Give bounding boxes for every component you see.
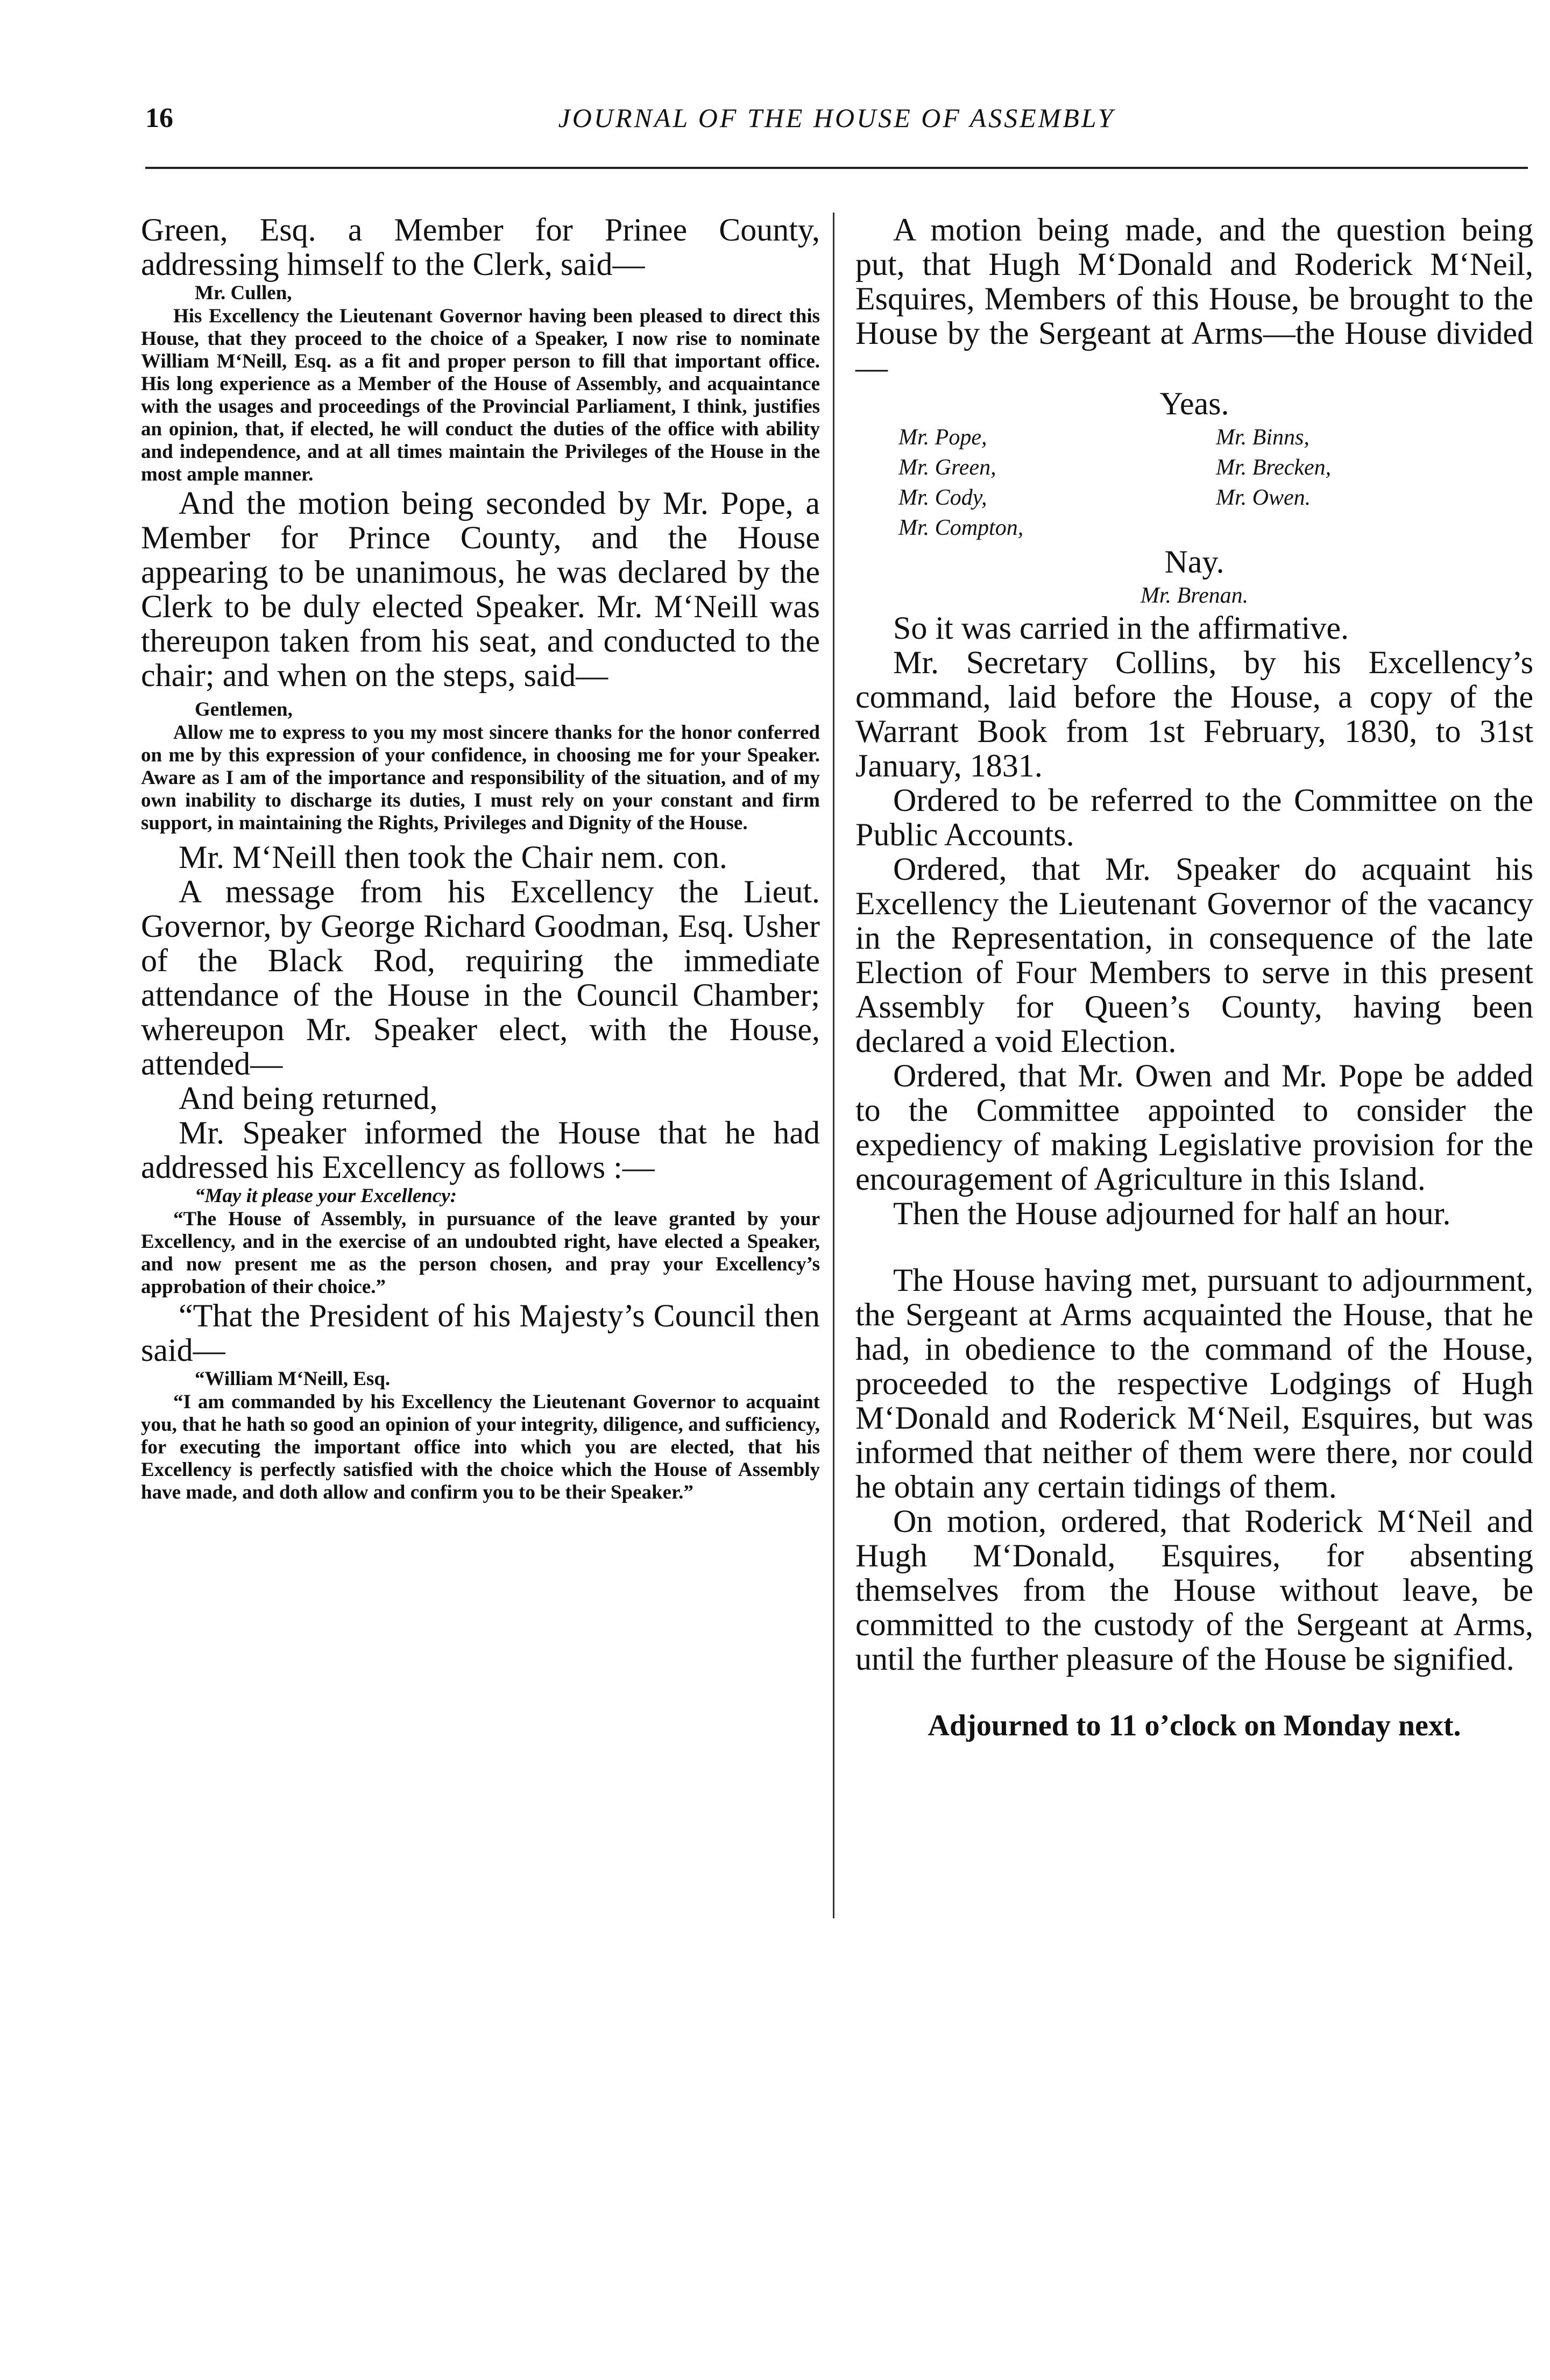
paragraph: Ordered, that Mr. Owen and Mr. Pope be added to the Committee appointed to consider the expediency of making Legislative provision for the encouragement of Agriculture in this Island. — [855, 1058, 1533, 1197]
reply-quote: “I am commanded by his Excellency the Lieutenant Governor to acquaint you, that he hath so good an opinion of your integrity, diligence, and sufficiency, for executing the important office into which you are elected, that his Excellency is perfectly satisfied with the choice which the House of Assembly have made, and doth allow and confirm you to be their Speaker.” — [141, 1391, 820, 1503]
header-rule — [145, 167, 1528, 169]
vote-name: Mr. Binns, — [1216, 425, 1310, 450]
paragraph: And being returned, — [179, 1080, 438, 1116]
address-quote: “The House of Assembly, in pursuance of the leave granted by your Excellency, and in the exercise of an undoubted right, have elected a Speaker, and now present me as the person chosen, and pray your Excellency’s approbation of their choice.” — [141, 1208, 820, 1298]
paragraph: The House having met, pursuant to adjournment, the Sergeant at Arms acquainted the House, that he had, in obedience to the command of the House, proceeded to the respective Lodgings of Hugh M‘Donald and Roderick M‘Neil, Esquires, but was informed that neither of them were there, nor could he obtain any certain tidings of them. — [855, 1262, 1533, 1505]
paragraph: “That the President of his Majesty’s Council then said— — [141, 1298, 820, 1368]
adjournment-line: Adjourned to 11 o’clock on Monday next. — [928, 1709, 1461, 1742]
paragraph: Green, Esq. a Member for Prinee County, addressing himself to the Clerk, said— — [141, 212, 820, 282]
paragraph: And the motion being seconded by Mr. Pope, a Member for Prince County, and the House appearing to be unanimous, he was declared by the Clerk to be duly elected Speaker. Mr. M‘Neill was thereupon taken from his seat, and conducted to the chair; and when on the steps, said— — [141, 485, 820, 693]
yeas-list — [855, 422, 1533, 543]
speech-quote: His Excellency the Lieutenant Governor having been pleased to direct this House, that they proceed to the choice of a Speaker, I now rise to nominate William M‘Neill, Esq. as a fit and proper person to fill that important office. His long experience as a Member of the House of Assembly, and acquaintance with the usages and proceedings of the Provincial Parliament, I think, justifies an opinion, that, if elected, he will conduct the duties of the office with ability and independence, and at all times maintain the Privileges of the House in the most ample manner. — [141, 305, 820, 485]
paragraph: Mr. M‘Neill then took the Chair nem. con. — [179, 839, 727, 875]
paragraph: So it was carried in the affirmative. — [893, 610, 1349, 646]
vote-name: Mr. Compton, — [898, 515, 1024, 540]
paragraph: Mr. Speaker informed the House that he had addressed his Excellency as follows :— — [141, 1115, 820, 1185]
vote-name: Mr. Pope, — [898, 425, 987, 450]
nay-heading: Nay. — [1164, 544, 1225, 580]
salutation: “William M‘Neill, Esq. — [195, 1368, 391, 1390]
speech-quote: Allow me to express to you my most sincere thanks for the honor conferred on me by this expression of your confidence, in choosing me for your Speaker. Aware as I am of the importance and responsibility of the situation, and of my own inability to discharge its duties, I must rely on your constant and firm support, in maintaining the Rights, Privileges and Dignity of the House. — [141, 722, 820, 834]
salutation: Gentlemen, — [195, 698, 293, 721]
yeas-heading: Yeas. — [1159, 386, 1229, 421]
paragraph: Then the House adjourned for half an hour. — [893, 1196, 1451, 1231]
page-number: 16 — [145, 103, 173, 133]
paragraph: On motion, ordered, that Roderick M‘Neil and Hugh M‘Donald, Esquires, for absenting themselves from the House without leave, be committed to the custody of the Sergeant at Arms, until the further pleasure of the House be signified. — [855, 1503, 1533, 1677]
paragraph: Mr. Secretary Collins, by his Excellency’s command, laid before the House, a copy of the Warrant Book from 1st February, 1830, to 31st January, 1831. — [855, 645, 1533, 783]
vote-name: Mr. Cody, — [898, 485, 987, 510]
paragraph: Ordered to be referred to the Committee on the Public Accounts. — [855, 782, 1533, 852]
vote-name — [1216, 513, 1512, 543]
paragraph: A motion being made, and the question being put, that Hugh M‘Donald and Roderick M‘Neil, Esquires, Members of this House, be brought to the House by the Sergeant at Arms—the House divided— — [855, 212, 1533, 385]
right-column — [855, 213, 1533, 1743]
paragraph: A message from his Excellency the Lieut. Governor, by George Richard Goodman, Esq. Usher of the Black Rod, requiring the immediate attendance of the House in the Council Chamber; whereupon Mr. Speaker elect, with the House, attended— — [141, 874, 820, 1082]
page-header — [145, 102, 1528, 151]
nay-name: Mr. Brenan. — [1140, 583, 1249, 608]
column-divider — [833, 213, 834, 1918]
vote-name: Mr. Brecken, — [1216, 455, 1332, 480]
salutation: “May it please your Excellency: — [195, 1185, 457, 1207]
running-title: JOURNAL OF THE HOUSE OF ASSEMBLY — [558, 103, 1115, 133]
vote-name: Mr. Owen. — [1216, 485, 1311, 510]
left-column — [141, 213, 820, 1504]
salutation: Mr. Cullen, — [195, 282, 292, 304]
vote-name: Mr. Green, — [898, 455, 996, 480]
paragraph: Ordered, that Mr. Speaker do acquaint his Excellency the Lieutenant Governor of the vacancy in the Representation, in consequence of the late Election of Four Members to serve in this present Assembly for Queen’s County, having been declared a void Election. — [855, 851, 1533, 1059]
